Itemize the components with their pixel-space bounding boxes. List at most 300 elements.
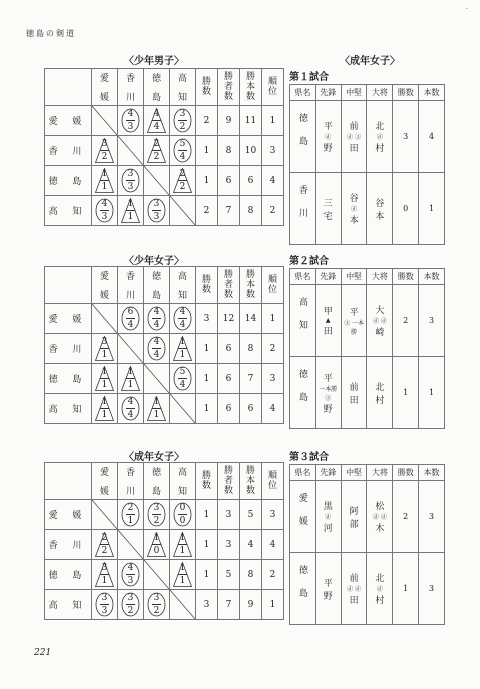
col-team-bottom: 知	[177, 487, 187, 497]
score-points: 2	[127, 606, 134, 616]
score-cell	[118, 560, 144, 590]
score-points: 4	[153, 122, 160, 132]
score-points: 3	[153, 212, 160, 222]
score-winners: 1	[179, 337, 186, 347]
score-cell	[144, 196, 170, 226]
stat-cell: 4	[262, 394, 284, 424]
points-cell: 1	[419, 173, 445, 245]
senpo-name-1: 三	[323, 198, 333, 209]
match-head-cell: 勝数	[393, 465, 419, 481]
col-head-rank: 位	[267, 481, 277, 491]
senpo-mark: ⓓ	[325, 134, 332, 141]
stat-cell: 1	[196, 394, 218, 424]
wins-cell: 3	[393, 101, 419, 173]
stat-cell: 2	[262, 196, 284, 226]
col-head-rank: 順	[267, 77, 277, 87]
match-head-cell: 中堅	[341, 269, 367, 285]
taisho-name-1: 大	[375, 306, 385, 316]
score-cell	[118, 590, 144, 620]
score-cell	[118, 394, 144, 424]
stat-cell: 8	[240, 334, 262, 364]
score-winners: 1	[179, 533, 186, 543]
score-points: 2	[101, 546, 108, 556]
score-winners: 0	[179, 503, 186, 513]
col-head-wins: 勝	[201, 471, 211, 481]
self-cell	[118, 136, 144, 166]
col-head-wins: 数	[201, 285, 211, 295]
senpo-name-2: 河	[323, 524, 333, 534]
score-points: 2	[179, 122, 186, 132]
score-cell	[144, 500, 170, 530]
chuken-name-1: 谷	[349, 194, 359, 204]
score-winners: 4	[127, 397, 134, 407]
score-cell	[144, 530, 170, 560]
score-winners: 4	[101, 199, 108, 209]
row-label: 高 知	[45, 196, 92, 226]
col-team-bottom: 川	[125, 487, 135, 497]
col-head-rank: 位	[267, 285, 277, 295]
taisho-name-2: 崎	[375, 328, 385, 338]
score-winners: 1	[101, 367, 108, 377]
row-label: 香 川	[45, 136, 92, 166]
score-cell	[92, 166, 118, 196]
score-winners: 1	[101, 169, 108, 179]
score-cell	[144, 136, 170, 166]
chuken-mark: ⓓ ⓓ	[347, 586, 362, 593]
stat-cell: 1	[196, 136, 218, 166]
stat-cell: 6	[240, 394, 262, 424]
col-head-points: 本	[245, 280, 255, 290]
col-team-top: 高	[177, 468, 187, 478]
stat-cell: 12	[218, 304, 240, 334]
score-points: 1	[101, 380, 108, 390]
stat-cell: 3	[218, 500, 240, 530]
col-team-bottom: 川	[125, 291, 135, 301]
score-points: 1	[101, 182, 108, 192]
score-winners: 6	[127, 307, 134, 317]
match-3-title: 第３試合	[289, 452, 329, 463]
col-head-wins: 数	[201, 481, 211, 491]
row-label: 愛 媛	[45, 106, 92, 136]
score-points: 3	[127, 122, 134, 132]
chuken-name-1: 阿	[349, 506, 359, 517]
stat-cell: 2	[262, 334, 284, 364]
boys-title: 〈少年男子〉	[124, 56, 184, 67]
col-head-points: 数	[245, 290, 255, 300]
row-label: 高 知	[45, 394, 92, 424]
score-winners: 3	[127, 593, 134, 603]
senpo-name-2: 田	[323, 327, 333, 337]
senpo-mark: ⓓ	[325, 514, 332, 521]
stat-cell: 3	[262, 500, 284, 530]
score-cell	[170, 136, 196, 166]
wins-cell: 1	[393, 553, 419, 625]
score-points: 1	[127, 212, 134, 222]
score-winners: 1	[153, 397, 160, 407]
stat-cell: 6	[240, 166, 262, 196]
points-cell: 3	[419, 553, 445, 625]
score-cell	[92, 364, 118, 394]
col-team-top: 高	[177, 74, 187, 84]
wins-cell: 0	[393, 173, 419, 245]
chuken-mark: ③ 一本勝	[344, 320, 365, 336]
col-head-points: 本	[245, 82, 255, 92]
stat-cell: 1	[262, 304, 284, 334]
score-cell	[170, 166, 196, 196]
score-points: 1	[127, 380, 134, 390]
match-head-cell: 先鋒	[315, 465, 341, 481]
col-head-winners: 者	[223, 82, 233, 92]
corner-cell	[45, 69, 92, 106]
match-head-cell: 中堅	[341, 465, 367, 481]
score-winners: 2	[153, 139, 160, 149]
score-points: 4	[153, 320, 160, 330]
chuken-name-2: 部	[349, 519, 359, 530]
col-head-winners: 数	[223, 92, 233, 102]
chuken-name-1: 前	[349, 574, 359, 584]
col-head-winners: 勝	[223, 466, 233, 476]
score-points: 3	[101, 212, 108, 222]
score-points: 3	[101, 606, 108, 616]
stat-cell: 3	[262, 364, 284, 394]
col-head-points: 勝	[245, 72, 255, 82]
pref-name: 愛媛	[296, 492, 307, 539]
col-head-wins: 数	[201, 87, 211, 97]
col-team-bottom: 媛	[99, 93, 109, 103]
match-2-title: 第２試合	[289, 256, 329, 267]
stat-cell: 1	[196, 500, 218, 530]
stat-cell: 1	[196, 560, 218, 590]
chuken-name-2: 田	[349, 395, 359, 406]
score-points: 2	[153, 516, 160, 526]
stat-cell: 1	[262, 590, 284, 620]
score-points: 1	[179, 576, 186, 586]
match-1-table	[289, 84, 445, 245]
self-cell	[170, 394, 196, 424]
match-2-table	[289, 268, 445, 429]
col-head-winners: 者	[223, 476, 233, 486]
score-winners: 2	[101, 533, 108, 543]
score-points: 0	[153, 546, 160, 556]
stat-cell: 6	[218, 394, 240, 424]
score-cell	[144, 106, 170, 136]
taisho-name-1: 北	[375, 382, 385, 393]
score-winners: 3	[101, 593, 108, 603]
senpo-name-2: 野	[323, 591, 333, 602]
senpo-mark: ▲	[325, 317, 331, 324]
taisho-name-2: 村	[375, 395, 385, 406]
stat-cell: 14	[240, 304, 262, 334]
match-3-table	[289, 464, 445, 625]
self-cell	[144, 166, 170, 196]
score-cell	[92, 590, 118, 620]
stat-cell: 9	[218, 106, 240, 136]
chuken-name-1: 前	[349, 122, 359, 132]
stat-cell: 3	[196, 304, 218, 334]
score-winners: 1	[153, 533, 160, 543]
score-points: 4	[179, 152, 186, 162]
score-points: 2	[101, 152, 108, 162]
wins-cell: 2	[393, 481, 419, 553]
col-team-top: 徳	[151, 74, 161, 84]
score-winners: 4	[127, 109, 134, 119]
row-label: 徳 島	[45, 166, 92, 196]
score-points: 2	[179, 182, 186, 192]
taisho-mark: ⓓ	[376, 586, 383, 593]
stat-cell: 3	[196, 590, 218, 620]
col-team-top: 愛	[99, 74, 109, 84]
match-head-cell: 本数	[419, 85, 445, 101]
taisho-name-1: 北	[375, 574, 385, 584]
score-cell	[118, 196, 144, 226]
score-cell	[144, 590, 170, 620]
col-head-winners: 勝	[223, 72, 233, 82]
chuken-mark: ⓓ ③	[347, 134, 362, 141]
match-head-cell: 先鋒	[315, 85, 341, 101]
col-head-rank: 位	[267, 87, 277, 97]
score-winners: 5	[179, 139, 186, 149]
score-cell	[118, 106, 144, 136]
wins-cell: 1	[393, 357, 419, 429]
match-head-cell: 県名	[290, 465, 316, 481]
pref-name: 徳島	[296, 112, 307, 159]
col-team-top: 香	[125, 272, 135, 282]
stat-cell: 6	[218, 364, 240, 394]
taisho-name-1: 松	[375, 502, 385, 512]
stat-cell: 10	[240, 136, 262, 166]
corner-cell	[45, 267, 92, 304]
chuken-mark: ⓓ	[351, 206, 358, 213]
score-points: 4	[153, 350, 160, 360]
senpo-name-1: 平	[323, 122, 333, 132]
senpo-name-2: 宅	[323, 211, 333, 222]
senpo-name-2: 野	[323, 144, 333, 154]
score-points: 3	[127, 576, 134, 586]
chuken-name-2: 田	[349, 596, 359, 606]
col-team-top: 徳	[151, 272, 161, 282]
match-head-cell: 本数	[419, 465, 445, 481]
senpo-name-1: 平	[323, 578, 333, 589]
senpo-mark: 一本勝 ③	[319, 385, 338, 402]
taisho-mark: ⓓ ⓓ	[372, 318, 387, 325]
col-team-top: 徳	[151, 468, 161, 478]
self-cell	[92, 304, 118, 334]
col-team-bottom: 媛	[99, 487, 109, 497]
col-head-points: 勝	[245, 270, 255, 280]
score-cell	[144, 394, 170, 424]
stat-cell: 3	[218, 530, 240, 560]
pref-name: 香川	[296, 184, 307, 231]
stat-cell: 8	[240, 196, 262, 226]
score-cell	[170, 364, 196, 394]
self-cell	[144, 560, 170, 590]
senpo-name-1: 黒	[323, 502, 333, 512]
points-cell: 3	[419, 481, 445, 553]
row-label: 愛 媛	[45, 304, 92, 334]
stat-cell: 11	[240, 106, 262, 136]
score-winners: 4	[153, 109, 160, 119]
stat-cell: 5	[240, 500, 262, 530]
stat-cell: 2	[262, 560, 284, 590]
score-cell	[92, 334, 118, 364]
col-team-bottom: 島	[151, 93, 161, 103]
col-head-rank: 順	[267, 275, 277, 285]
match-head-cell: 中堅	[341, 85, 367, 101]
self-cell	[92, 500, 118, 530]
boys-league-table	[44, 68, 284, 226]
score-winners: 3	[101, 563, 108, 573]
score-cell	[118, 166, 144, 196]
row-label: 香 川	[45, 334, 92, 364]
taisho-mark: ⓓ	[376, 134, 383, 141]
match-head-cell: 大将	[367, 85, 393, 101]
score-winners: 3	[179, 109, 186, 119]
stat-cell: 9	[240, 590, 262, 620]
adult-women-title: 〈成年女子〉	[340, 56, 400, 67]
score-points: 1	[153, 410, 160, 420]
score-cell	[92, 394, 118, 424]
pref-name: 徳島	[296, 564, 307, 611]
taisho-name-2: 木	[375, 524, 385, 534]
stat-cell: 4	[240, 530, 262, 560]
score-winners: 2	[179, 169, 186, 179]
senpo-name-2: 野	[323, 404, 333, 415]
stat-cell: 1	[262, 106, 284, 136]
score-winners: 3	[101, 139, 108, 149]
match-head-cell: 大将	[367, 269, 393, 285]
score-winners: 1	[127, 367, 134, 377]
girls-title: 〈少年女子〉	[124, 256, 184, 267]
col-head-points: 数	[245, 92, 255, 102]
score-winners: 4	[153, 307, 160, 317]
points-cell: 1	[419, 357, 445, 429]
stat-cell: 2	[196, 106, 218, 136]
pref-name: 高知	[296, 296, 307, 343]
col-team-top: 愛	[99, 468, 109, 478]
col-head-winners: 数	[223, 290, 233, 300]
score-cell	[170, 304, 196, 334]
stat-cell: 7	[240, 364, 262, 394]
self-cell	[144, 364, 170, 394]
match-head-cell: 本数	[419, 269, 445, 285]
running-header: 徳島の剣道	[26, 29, 76, 38]
chuken-name-2: 田	[349, 144, 359, 154]
col-team-top: 高	[177, 272, 187, 282]
stat-cell: 8	[218, 136, 240, 166]
stat-cell: 7	[218, 590, 240, 620]
chuken-name-2: 本	[349, 216, 359, 226]
score-cell	[170, 106, 196, 136]
score-cell	[118, 304, 144, 334]
stat-cell: 1	[196, 530, 218, 560]
women-title: 〈成年女子〉	[124, 452, 184, 463]
stat-cell: 1	[196, 166, 218, 196]
women-league-table	[44, 462, 284, 620]
col-head-winners: 数	[223, 486, 233, 496]
corner-cell	[45, 463, 92, 500]
score-cell	[170, 500, 196, 530]
match-1-title: 第１試合	[289, 72, 329, 83]
match-head-cell: 勝数	[393, 269, 419, 285]
pref-name: 徳島	[296, 368, 307, 415]
score-points: 1	[101, 576, 108, 586]
self-cell	[118, 530, 144, 560]
row-label: 徳 島	[45, 560, 92, 590]
col-head-points: 数	[245, 486, 255, 496]
score-winners: 3	[127, 169, 134, 179]
col-team-top: 香	[125, 468, 135, 478]
col-head-winners: 者	[223, 280, 233, 290]
senpo-name-1: 平	[323, 373, 333, 384]
corner-mark: ·	[466, 6, 468, 13]
stat-cell: 7	[218, 196, 240, 226]
match-head-cell: 大将	[367, 465, 393, 481]
score-points: 0	[179, 516, 186, 526]
wins-cell: 2	[393, 285, 419, 357]
stat-cell: 2	[196, 196, 218, 226]
score-cell	[170, 560, 196, 590]
match-head-cell: 県名	[290, 269, 316, 285]
taisho-name-1: 谷	[375, 198, 385, 209]
col-team-bottom: 媛	[99, 291, 109, 301]
stat-cell: 8	[240, 560, 262, 590]
row-label: 香 川	[45, 530, 92, 560]
col-team-bottom: 島	[151, 291, 161, 301]
score-cell	[144, 334, 170, 364]
col-head-points: 本	[245, 476, 255, 486]
self-cell	[170, 590, 196, 620]
col-team-top: 愛	[99, 272, 109, 282]
chuken-name-1: 前	[349, 382, 359, 393]
self-cell	[170, 196, 196, 226]
score-winners: 3	[101, 337, 108, 347]
score-winners: 4	[153, 337, 160, 347]
score-winners: 5	[179, 367, 186, 377]
row-label: 徳 島	[45, 364, 92, 394]
stat-cell: 4	[262, 530, 284, 560]
col-team-bottom: 知	[177, 93, 187, 103]
points-cell: 4	[419, 101, 445, 173]
score-points: 1	[101, 350, 108, 360]
score-points: 4	[179, 320, 186, 330]
score-cell	[118, 364, 144, 394]
page-number: 221	[34, 648, 52, 658]
score-cell	[92, 530, 118, 560]
score-winners: 1	[127, 199, 134, 209]
taisho-mark: ⓓ ⓓ	[372, 514, 387, 521]
score-cell	[170, 334, 196, 364]
taisho-name-2: 村	[375, 596, 385, 606]
score-cell	[144, 304, 170, 334]
score-cell	[92, 196, 118, 226]
match-head-cell: 先鋒	[315, 269, 341, 285]
girls-league-table	[44, 266, 284, 424]
score-cell	[170, 530, 196, 560]
match-head-cell: 県名	[290, 85, 316, 101]
score-points: 2	[153, 152, 160, 162]
score-points: 1	[179, 546, 186, 556]
senpo-name-1: 甲	[323, 307, 333, 317]
col-head-points: 勝	[245, 466, 255, 476]
stat-cell: 5	[218, 560, 240, 590]
stat-cell: 6	[218, 334, 240, 364]
col-team-bottom: 島	[151, 487, 161, 497]
score-points: 4	[127, 410, 134, 420]
col-head-wins: 勝	[201, 275, 211, 285]
row-label: 高 知	[45, 590, 92, 620]
score-winners: 4	[179, 307, 186, 317]
score-points: 4	[127, 320, 134, 330]
